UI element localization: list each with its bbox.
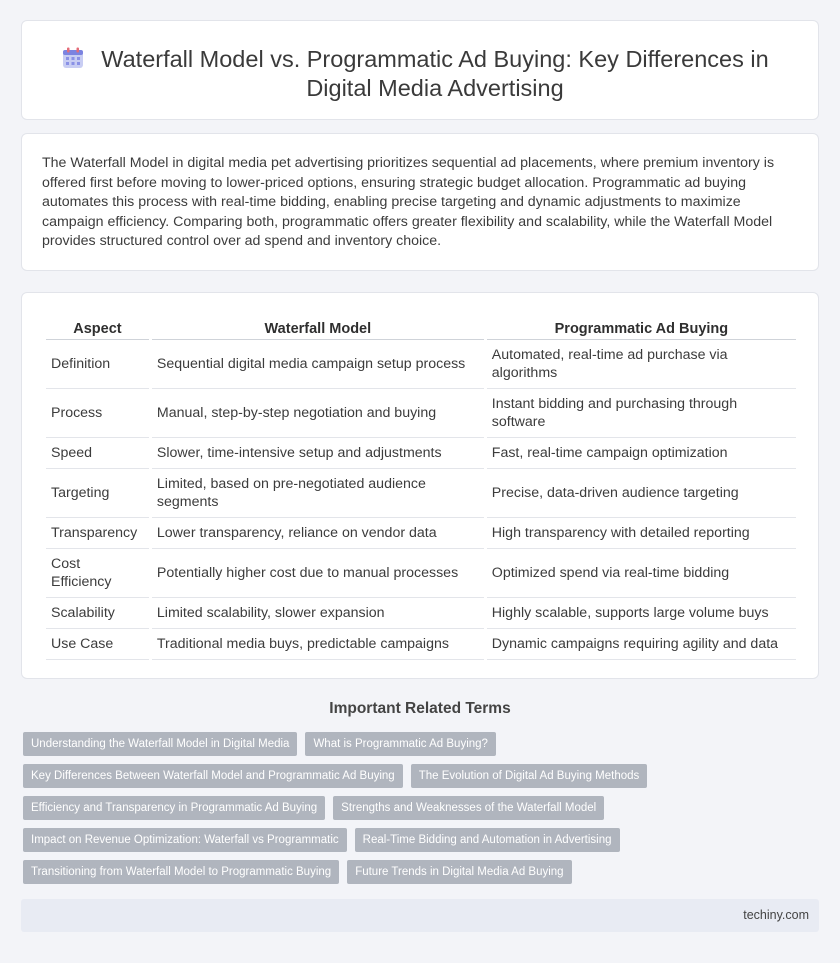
cell-waterfall: Traditional media buys, predictable campaigns — [152, 629, 484, 660]
cell-waterfall: Slower, time-intensive setup and adjustments — [152, 438, 484, 469]
related-term-tag[interactable]: Future Trends in Digital Media Ad Buying — [347, 860, 571, 884]
related-term-tag[interactable]: Real-Time Bidding and Automation in Advertising — [355, 828, 620, 852]
cell-programmatic: High transparency with detailed reporting — [487, 518, 796, 549]
cell-aspect: Transparency — [46, 518, 149, 549]
calendar-grid-icon — [62, 47, 84, 69]
cell-waterfall: Potentially higher cost due to manual processes — [152, 549, 484, 598]
cell-aspect: Definition — [46, 340, 149, 389]
related-term-tag[interactable]: The Evolution of Digital Ad Buying Methods — [411, 764, 648, 788]
related-term-tag[interactable]: Understanding the Waterfall Model in Digital Media — [23, 732, 297, 756]
table-header-row — [46, 315, 796, 340]
cell-programmatic: Highly scalable, supports large volume buys — [487, 598, 796, 629]
footer — [21, 899, 819, 932]
cell-waterfall: Limited, based on pre-negotiated audience segments — [152, 469, 484, 518]
table-row — [46, 598, 796, 629]
related-term-tag[interactable]: Impact on Revenue Optimization: Waterfall vs Programmatic — [23, 828, 347, 852]
tag-row — [23, 764, 723, 788]
related-terms-heading: Important Related Terms — [329, 700, 511, 717]
related-term-tag[interactable]: What is Programmatic Ad Buying? — [305, 732, 496, 756]
tag-row — [23, 828, 723, 852]
table-row — [46, 340, 796, 389]
cell-programmatic: Dynamic campaigns requiring agility and data — [487, 629, 796, 660]
cell-programmatic: Fast, real-time campaign optimization — [487, 438, 796, 469]
cell-programmatic: Precise, data-driven audience targeting — [487, 469, 796, 518]
tag-row — [23, 796, 723, 820]
cell-waterfall: Sequential digital media campaign setup process — [152, 340, 484, 389]
cell-waterfall: Manual, step-by-step negotiation and buying — [152, 389, 484, 438]
header-aspect: Aspect — [46, 315, 149, 340]
header-programmatic: Programmatic Ad Buying — [487, 315, 796, 340]
related-term-tag[interactable]: Efficiency and Transparency in Programmatic Ad Buying — [23, 796, 325, 820]
cell-aspect: Scalability — [46, 598, 149, 629]
comparison-table — [43, 315, 799, 660]
table-row — [46, 629, 796, 660]
footer-site-link[interactable]: techiny.com — [743, 908, 809, 922]
cell-aspect: Use Case — [46, 629, 149, 660]
related-term-tag[interactable]: Transitioning from Waterfall Model to Programmatic Buying — [23, 860, 339, 884]
table-row — [46, 469, 796, 518]
cell-aspect: Speed — [46, 438, 149, 469]
cell-aspect: Cost Efficiency — [46, 549, 149, 598]
related-term-tag[interactable]: Key Differences Between Waterfall Model and Programmatic Ad Buying — [23, 764, 403, 788]
tag-row — [23, 860, 723, 884]
header-waterfall: Waterfall Model — [152, 315, 484, 340]
cell-aspect: Process — [46, 389, 149, 438]
intro-card — [21, 133, 819, 271]
tag-row — [23, 732, 723, 756]
cell-waterfall: Limited scalability, slower expansion — [152, 598, 484, 629]
table-row — [46, 549, 796, 598]
intro-paragraph: The Waterfall Model in digital media pet advertising prioritizes sequential ad placements, where premium inventory is offered first before moving to lower-priced options, ensuring strategic budget allocation. Programmatic ad buying automates this process with real-time bidding, enabling precise targeting and dynamic adjustments to maximize campaign efficiency. Comparing both, programmatic offers greater flexibility and scalability, while the Waterfall Model provides structured control over ad spend and inventory choice. — [42, 155, 775, 249]
related-terms-list — [23, 732, 723, 892]
cell-waterfall: Lower transparency, reliance on vendor data — [152, 518, 484, 549]
comparison-card — [21, 292, 819, 679]
related-term-tag[interactable]: Strengths and Weaknesses of the Waterfall Model — [333, 796, 604, 820]
title-card — [21, 20, 819, 120]
table-row — [46, 389, 796, 438]
cell-programmatic: Optimized spend via real-time bidding — [487, 549, 796, 598]
cell-programmatic: Automated, real-time ad purchase via algorithms — [487, 340, 796, 389]
cell-aspect: Targeting — [46, 469, 149, 518]
page-title: Waterfall Model vs. Programmatic Ad Buying: Key Differences in Digital Media Advertising — [101, 46, 769, 101]
table-row — [46, 518, 796, 549]
table-row — [46, 438, 796, 469]
cell-programmatic: Instant bidding and purchasing through software — [487, 389, 796, 438]
